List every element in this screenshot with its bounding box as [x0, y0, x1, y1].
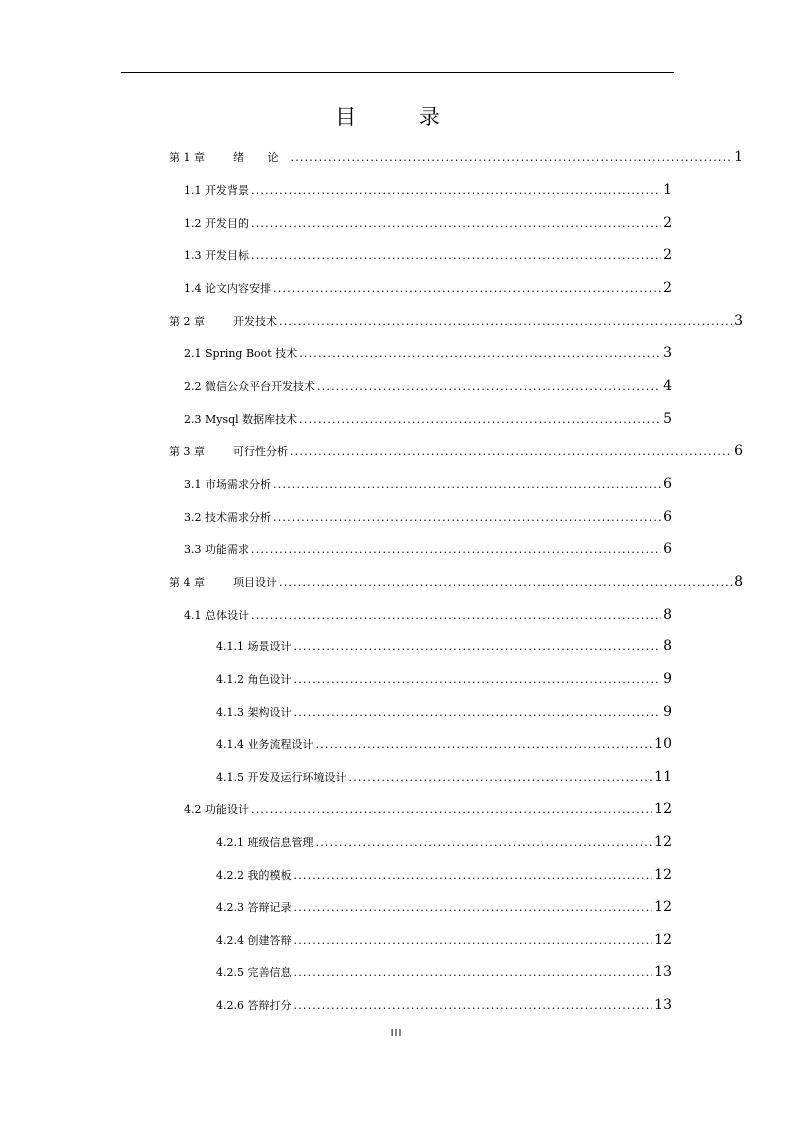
toc-section-3-3[interactable] [184, 540, 672, 559]
page-number: 6 [663, 476, 672, 492]
toc-label [169, 313, 277, 331]
toc-subsection-4-2-2[interactable] [216, 866, 672, 885]
page-number: 8 [734, 574, 743, 590]
toc-label: 4.2.5 完善信息 [216, 966, 292, 979]
dot-leader [299, 411, 661, 429]
toc-subsection-4-2-3[interactable] [216, 898, 672, 917]
toc-section-4-2[interactable] [184, 800, 672, 819]
toc-subsection-4-1-4[interactable] [216, 735, 672, 754]
toc-label [169, 443, 288, 461]
toc-label: 4.2.2 我的模板 [216, 869, 292, 882]
toc-section-1-3[interactable] [184, 246, 672, 265]
page-number: 2 [663, 280, 672, 296]
page-number: 1 [734, 149, 743, 165]
toc-subsection-4-2-1[interactable] [216, 833, 672, 852]
toc-label: 1.1 开发背景 [184, 184, 249, 197]
toc-label [169, 149, 289, 167]
toc-label: 2.1 Spring Boot 技术 [184, 347, 298, 360]
footer-page-number: III [390, 1028, 403, 1039]
page-number: 1 [663, 182, 672, 198]
toc-subsection-4-1-5[interactable] [216, 768, 672, 787]
chapter-name: 开发技术 [233, 315, 277, 328]
toc-label: 4.2.6 答辩打分 [216, 999, 292, 1012]
page-number: 9 [663, 704, 672, 720]
dot-leader [251, 182, 661, 200]
page-number: 6 [663, 541, 672, 557]
page-number: 8 [663, 638, 672, 654]
page-number: 12 [654, 899, 672, 915]
page-number: 4 [663, 378, 672, 394]
dot-leader [316, 736, 653, 754]
toc-section-2-1[interactable] [184, 344, 672, 363]
dot-leader [251, 607, 661, 625]
toc-subsection-4-1-1[interactable] [216, 637, 672, 656]
dot-leader [251, 541, 661, 559]
toc-label: 3.3 功能需求 [184, 543, 249, 556]
dot-leader [294, 932, 653, 950]
dot-leader [273, 280, 661, 298]
dot-leader [294, 899, 653, 917]
toc-section-3-1[interactable] [184, 475, 672, 494]
toc-label: 1.4 论文内容安排 [184, 282, 271, 295]
page-number: 12 [654, 801, 672, 817]
toc-chapter-1[interactable] [169, 148, 743, 167]
toc-label: 3.2 技术需求分析 [184, 511, 271, 524]
toc-label: 4.1.3 架构设计 [216, 706, 292, 719]
toc-label: 4.2.3 答辩记录 [216, 901, 292, 914]
chapter-name: 项目设计 [233, 576, 277, 589]
page-number: 6 [734, 443, 743, 459]
toc-label: 2.2 微信公众平台开发技术 [184, 380, 315, 393]
dot-leader [290, 443, 732, 461]
toc-title: 目 录 [335, 105, 468, 129]
chapter-name: 可行性分析 [233, 445, 288, 458]
toc-subsection-4-1-3[interactable] [216, 703, 672, 722]
page-number: 8 [663, 607, 672, 623]
toc-subsection-4-2-6[interactable] [216, 996, 672, 1015]
toc-section-1-2[interactable] [184, 214, 672, 233]
page-number: 3 [734, 313, 743, 329]
page-number: 5 [663, 411, 672, 427]
page-number: 9 [663, 671, 672, 687]
toc-subsection-4-2-5[interactable] [216, 963, 672, 982]
chapter-number: 第 4 章 [169, 576, 205, 589]
toc-label: 4.1.5 开发及运行环境设计 [216, 771, 347, 784]
toc-label: 2.3 Mysql 数据库技术 [184, 413, 298, 426]
page-number: 2 [663, 247, 672, 263]
dot-leader [294, 997, 653, 1015]
toc-label: 4.1.2 角色设计 [216, 673, 292, 686]
page-number: 2 [663, 215, 672, 231]
dot-leader [294, 671, 662, 689]
page-number: 12 [654, 834, 672, 850]
toc-chapter-4[interactable] [169, 573, 743, 592]
dot-leader [349, 769, 653, 787]
toc-section-1-1[interactable] [184, 181, 672, 200]
toc-label: 1.3 开发目标 [184, 249, 249, 262]
page-number: 13 [654, 997, 672, 1013]
dot-leader [279, 574, 732, 592]
toc-label: 4.1.1 场景设计 [216, 640, 292, 653]
toc-chapter-3[interactable] [169, 442, 743, 461]
page-number: 13 [654, 964, 672, 980]
dot-leader [251, 215, 661, 233]
chapter-number: 第 1 章 [169, 151, 205, 164]
dot-leader [294, 704, 662, 722]
dot-leader [251, 247, 661, 265]
toc-section-1-4[interactable] [184, 279, 672, 298]
dot-leader [279, 313, 732, 331]
dot-leader [294, 638, 662, 656]
dot-leader [291, 149, 733, 167]
toc-label: 3.1 市场需求分析 [184, 478, 271, 491]
toc-section-3-2[interactable] [184, 508, 672, 527]
toc-subsection-4-1-2[interactable] [216, 670, 672, 689]
toc-subsection-4-2-4[interactable] [216, 931, 672, 950]
dot-leader [294, 964, 653, 982]
toc-label: 4.2.1 班级信息管理 [216, 836, 314, 849]
dot-leader [294, 867, 653, 885]
toc-label: 4.1 总体设计 [184, 609, 249, 622]
chapter-number: 第 3 章 [169, 445, 205, 458]
page-number: 3 [663, 345, 672, 361]
chapter-number: 第 2 章 [169, 315, 205, 328]
page-number: 10 [654, 736, 672, 752]
toc-chapter-2[interactable] [169, 312, 743, 331]
dot-leader [273, 476, 661, 494]
toc-section-2-2[interactable] [184, 377, 672, 396]
header-rule [121, 72, 674, 73]
dot-leader [317, 378, 661, 396]
page-number: 12 [654, 867, 672, 883]
toc-label: 4.2.4 创建答辩 [216, 934, 292, 947]
dot-leader [273, 509, 661, 527]
page-number: 6 [663, 509, 672, 525]
dot-leader [299, 345, 661, 363]
page-number: 11 [654, 769, 672, 785]
chapter-name: 绪 论 [233, 151, 289, 164]
dot-leader [251, 801, 652, 819]
toc-label [169, 574, 277, 592]
toc-section-4-1[interactable] [184, 606, 672, 625]
dot-leader [316, 834, 653, 852]
page-number: 12 [654, 932, 672, 948]
toc-section-2-3[interactable] [184, 410, 672, 429]
toc-label: 4.1.4 业务流程设计 [216, 738, 314, 751]
toc-label: 4.2 功能设计 [184, 803, 249, 816]
toc-label: 1.2 开发目的 [184, 217, 249, 230]
